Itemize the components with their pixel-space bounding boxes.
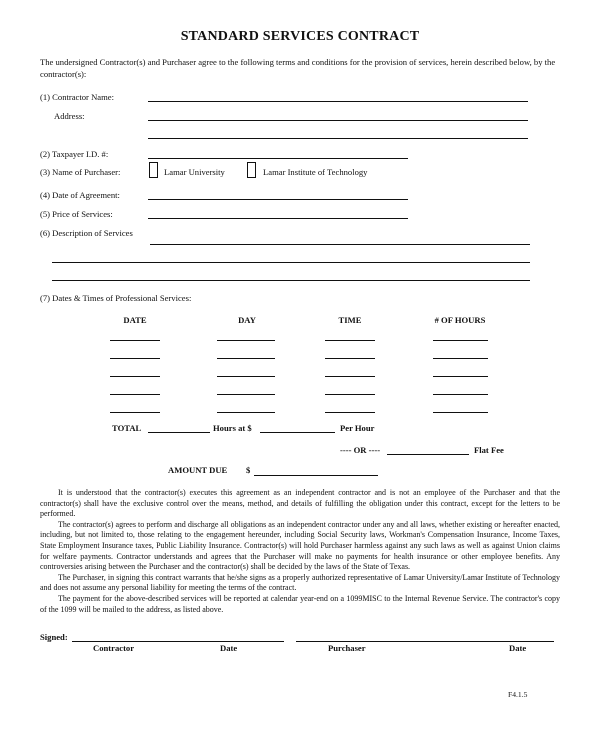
terms-paragraph-1: It is understood that the contractor(s) executes this agreement as an independent contractor and is not an employee of the Purchaser and that the contractor(s) shall have the exclusive control over the means, method, and details of fulfilling the obligation under this contract, except for the letters to be performed. <box>40 488 560 519</box>
schedule-date-2[interactable] <box>110 358 160 359</box>
address-field-line-2[interactable] <box>148 138 528 139</box>
terms-text <box>40 488 560 615</box>
form-number: F4.1.5 <box>508 690 528 699</box>
terms-paragraph-4: The payment for the above-described services will be reported at calendar year-end on a 1099MISC to the Internal Revenue Service. The contractor's copy of the 1099 will be mailed to the address, as listed above. <box>40 593 560 614</box>
contractor-caption: Contractor <box>93 643 135 653</box>
col-header-hours: # OF HOURS <box>434 315 486 325</box>
schedule-hours-1[interactable] <box>433 340 488 341</box>
col-header-day: DAY <box>238 315 256 325</box>
schedule-day-1[interactable] <box>217 340 275 341</box>
page-title: STANDARD SERVICES CONTRACT <box>180 29 420 44</box>
contractor-signature-field[interactable] <box>72 641 284 642</box>
col-header-time: TIME <box>338 315 362 325</box>
schedule-time-2[interactable] <box>325 358 375 359</box>
hours-at-label: Hours at $ <box>213 423 252 433</box>
schedule-day-2[interactable] <box>217 358 275 359</box>
taxpayer-id-field[interactable] <box>148 158 408 159</box>
lamar-institute-checkbox[interactable] <box>247 162 256 178</box>
schedule-time-1[interactable] <box>325 340 375 341</box>
price-of-services-field[interactable] <box>148 218 408 219</box>
flat-fee-label: Flat Fee <box>474 445 504 455</box>
col-header-date: DATE <box>123 315 147 325</box>
description-field-line-3[interactable] <box>52 280 530 281</box>
amount-due-label: AMOUNT DUE <box>168 465 228 475</box>
or-divider: ---- OR ---- <box>340 445 381 455</box>
total-label: TOTAL <box>112 423 142 433</box>
schedule-hours-5[interactable] <box>433 412 488 413</box>
price-of-services-label: (5) Price of Services: <box>40 209 113 219</box>
address-label: Address: <box>54 111 85 121</box>
date-of-agreement-field[interactable] <box>148 199 408 200</box>
schedule-date-1[interactable] <box>110 340 160 341</box>
purchaser-date-caption: Date <box>509 643 527 653</box>
lamar-university-checkbox[interactable] <box>149 162 158 178</box>
dates-times-label: (7) Dates & Times of Professional Services: <box>40 293 192 303</box>
purchaser-caption: Purchaser <box>328 643 366 653</box>
lamar-institute-option: Lamar Institute of Technology <box>263 167 368 177</box>
amount-due-field[interactable] <box>254 475 378 476</box>
terms-paragraph-2: The contractor(s) agrees to perform and discharge all obligations as an independent contractor under any and all laws, whether existing or hereafter enacted, including, but not limited to, those relating to the engagement hereunder, including Social Security laws, Workman's Compensation Insurance, Income Taxes, State Employment Insurance taxes, Public Liability Insurance. Contractor(s) will hold Purchaser harmless against any such laws as well as against Union claims for welfare payments. Contractor understands and agrees that the Purchaser will make no payments for health insurance or other employee benefits. Any controversies arising between the Purchaser and the contractor(s) shall be decided by the laws of the State of Texas. <box>40 519 560 572</box>
schedule-day-3[interactable] <box>217 376 275 377</box>
per-hour-label: Per Hour <box>340 423 375 433</box>
taxpayer-id-label: (2) Taxpayer I.D. #: <box>40 149 109 159</box>
schedule-time-4[interactable] <box>325 394 375 395</box>
schedule-day-4[interactable] <box>217 394 275 395</box>
description-of-services-label: (6) Description of Services <box>40 228 133 238</box>
schedule-hours-4[interactable] <box>433 394 488 395</box>
schedule-time-5[interactable] <box>325 412 375 413</box>
hourly-rate-field[interactable] <box>260 432 335 433</box>
schedule-hours-2[interactable] <box>433 358 488 359</box>
lamar-university-option: Lamar University <box>164 167 225 177</box>
amount-due-currency: $ <box>246 465 251 475</box>
contractor-name-field[interactable] <box>148 101 528 102</box>
intro-text: The undersigned Contractor(s) and Purchaser agree to the following terms and conditions for the provision of services, herein described below, by the contractor(s): <box>40 57 556 79</box>
schedule-date-5[interactable] <box>110 412 160 413</box>
schedule-time-3[interactable] <box>325 376 375 377</box>
schedule-date-3[interactable] <box>110 376 160 377</box>
date-of-agreement-label: (4) Date of Agreement: <box>40 190 120 200</box>
schedule-hours-3[interactable] <box>433 376 488 377</box>
purchaser-signature-field[interactable] <box>296 641 554 642</box>
address-field-line-1[interactable] <box>148 120 528 121</box>
contractor-name-label: (1) Contractor Name: <box>40 92 114 102</box>
flat-fee-field[interactable] <box>387 454 469 455</box>
schedule-date-4[interactable] <box>110 394 160 395</box>
schedule-day-5[interactable] <box>217 412 275 413</box>
description-field-line-2[interactable] <box>52 262 530 263</box>
terms-paragraph-3: The Purchaser, in signing this contract warrants that he/she signs as a properly authorized representative of Lamar University/Lamar Institute of Technology and does not assume any personal liability for meeting the terms of the contract. <box>40 572 560 593</box>
total-hours-field[interactable] <box>148 432 210 433</box>
description-field-line-1[interactable] <box>150 244 530 245</box>
contractor-date-caption: Date <box>220 643 238 653</box>
signed-label: Signed: <box>40 632 68 642</box>
name-of-purchaser-label: (3) Name of Purchaser: <box>40 167 121 177</box>
